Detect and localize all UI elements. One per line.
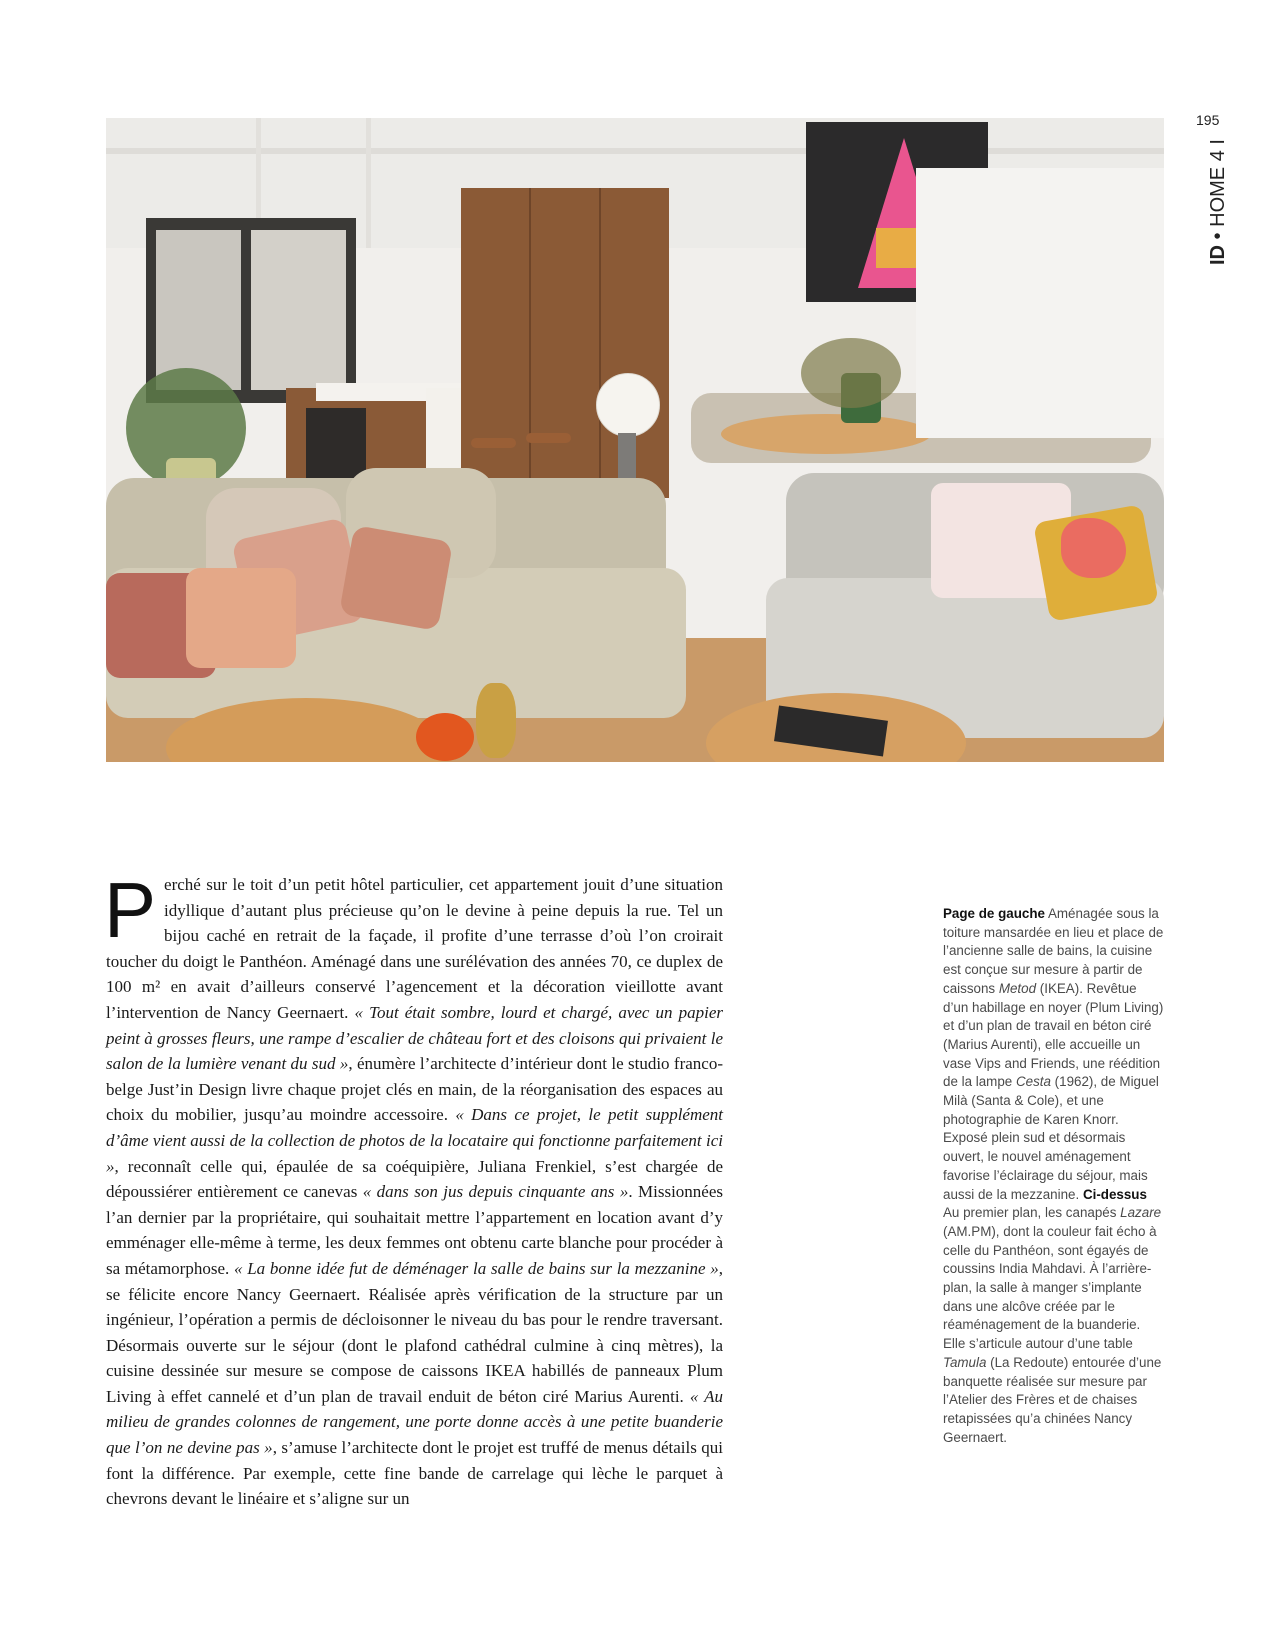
article-segment: « La bonne idée fut de déménager la salle de bains sur la mezzanine »: [233, 1258, 719, 1278]
article-body: [104, 866, 724, 1512]
article-text: [104, 866, 724, 1509]
caption-segment: Lazare: [1120, 1205, 1162, 1221]
running-head-separator: •: [1207, 232, 1229, 240]
caption-segment: Metod: [998, 980, 1037, 996]
running-head: [1206, 137, 1230, 265]
running-head-bar: I: [1207, 139, 1229, 145]
living-room-photo: [106, 118, 1164, 762]
photo-caption: [943, 905, 1165, 1447]
caption-segment: Tamula: [943, 1354, 987, 1370]
article-segment: , reconnaît celle qui, épaulée de sa coéquipière, Juliana Frenkiel, s’est chargée de dépoussiérer entièrement ce canevas: [106, 1156, 723, 1202]
caption-segment: Au premier plan, les canapés: [943, 1205, 1121, 1221]
article-segment: « Dans ce projet, le petit supplément d’âme vient aussi de la collection de photos de la locataire qui fonctionne parfaitement ici »: [106, 1105, 724, 1176]
article-segment: , se félicite encore Nancy Geernaert. Réalisée après vérification de la structure par un ingénieur, l’opération a permis de décloisonner le niveau du bas pour le rendre traversant. Désormais ouverte sur le séjour (dont le plafond cathédral culmine à cinq mètres), la cuisine dessinée sur mesure se compose de caissons IKEA habillés de panneaux Plum Living à effet cannelé et d’un plan de travail enduit de béton ciré Marius Aurenti.: [106, 1258, 723, 1406]
running-head-issue: 4: [1207, 150, 1229, 162]
article-segment: , s’amuse l’architecte dont le projet est truffé de menus détails qui font la différence. Par exemple, cette fine bande de carrelage qui lèche le parquet à chevrons devant le linéaire et s’aligne sur un: [106, 1438, 723, 1509]
caption-segment: (La Redoute) entourée d’une banquette réalisée sur mesure par l’Atelier des Frères et de chaises retapissées qu’a chinées Nancy Geernaert.: [943, 1354, 1162, 1445]
article-segment: « dans son jus depuis cinquante ans »: [362, 1182, 629, 1202]
caption-segment: Cesta: [1015, 1074, 1051, 1090]
article-segment: . Missionnées l’an dernier par la propriétaire, qui souhaitait mettre l’appartement en location avant d’y emménager elle-même à terme, les deux femmes ont obtenu carte blanche pour procéder à sa métamorphose.: [106, 1182, 724, 1278]
caption-segment: Aménagée sous la toiture mansardée en lieu et place de l’ancienne salle de bains, la cuisine est conçue sur mesure à partir de caissons: [943, 906, 1164, 996]
caption-segment: Page de gauche: [943, 906, 1045, 921]
drop-cap: P: [104, 866, 157, 954]
article-segment: , énumère l’architecte d’intérieur dont le studio franco-belge Just’in Design livre chaque projet clés en main, de la réorganisation des espaces au choix du mobilier, jusqu’au moindre accessoire.: [106, 1054, 723, 1125]
caption-segment: Ci-dessus: [1082, 1186, 1147, 1202]
article-segment: « Au milieu de grandes colonnes de rangement, une porte donne accès à une petite buanderie que l’on ne devine pas »: [106, 1386, 723, 1458]
article-segment: erché sur le toit d’un petit hôtel particulier, cet appartement jouit d’une situation idyllique d’autant plus précieuse qu’on le devine à peine depuis la rue. Tel un bijou caché en retrait de la façade, il profite d’une terrasse d’où l’on croirait toucher du doigt le Panthéon. Aménagé dans une surélévation des années 70, ce duplex de 100 m² en avait d’ailleurs conservé l’agencement et la décoration vieillotte avant l’intervention de Nancy Geernaert.: [106, 875, 723, 1022]
caption-segment: (AM.PM), dont la couleur fait écho à celle du Panthéon, sont égayés de coussins India Mahdavi. À l’arrière-plan, la salle à manger s’implante dans une alcôve créée par le réaménagement de la buanderie. Elle s’articule autour d’une table: [943, 1223, 1157, 1352]
article-segment: « Tout était sombre, lourd et chargé, avec un papier peint à grosses fleurs, une rampe d’escalier de château fort et des cloisons qui privaient le salon de la lumière venant du sud »: [106, 1002, 723, 1074]
page-number: 195: [1196, 112, 1220, 128]
caption-segment: (IKEA). Revêtue d’un habillage en noyer (Plum Living) et d’un plan de travail en béton ciré (Marius Aurenti), elle accueille un vase Vips and Friends, une réédition de la lampe: [943, 980, 1164, 1090]
caption-segment: (1962), de Miguel Milà (Santa & Cole), et une photographie de Karen Knorr. Exposé plein sud et désormais ouvert, le nouvel aménagement favorise l’éclairage du séjour, mais aussi de la mezzanine.: [943, 1074, 1159, 1202]
running-head-section: HOME: [1207, 166, 1229, 227]
magazine-brand: ID: [1207, 245, 1229, 265]
